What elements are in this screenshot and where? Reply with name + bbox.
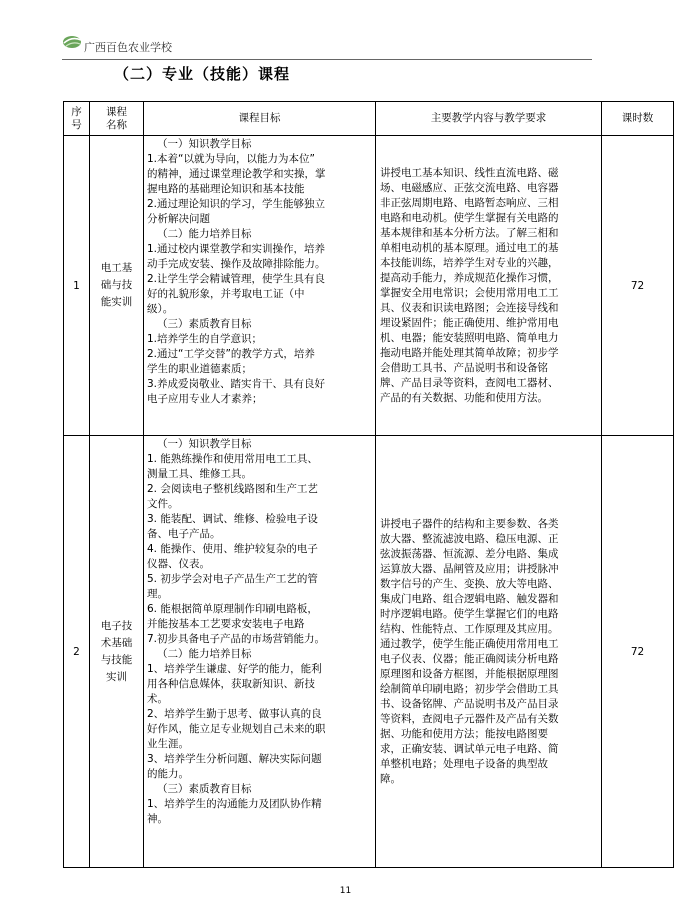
goal-line: 术。 <box>147 693 168 705</box>
content-line: 非正弦周期电路、电路暂态响应、三相 <box>380 196 559 209</box>
content-line: 求，正确安装、调试单元电子电路、简 <box>380 742 559 755</box>
goal-line: 电子应用专业人才素养； <box>147 393 263 405</box>
goal-line: 仪器、仪表。 <box>147 558 210 570</box>
content-line: 基本规律和基本分析方法。了解三相和 <box>380 226 559 239</box>
col-header-index: 序 号 <box>64 102 90 136</box>
content-line: 绘制简单印刷电路；初步学会借助工具 <box>380 682 559 695</box>
goal-line: 好的礼貌形象，并考取电工证（中 <box>147 288 305 300</box>
content-line: 拖动电路并能处理其简单故障；初步学 <box>380 346 559 359</box>
content-line: 时序逻辑电路。使学生掌握它们的电路 <box>380 607 559 620</box>
row-index: 1 <box>64 136 90 436</box>
goal-line: 业生涯。 <box>147 738 189 750</box>
col-header-goals: 课程目标 <box>144 102 376 136</box>
goal-line: 1.培养学生的自学意识； <box>147 333 263 345</box>
content-line: 电路和电动机。使学生掌握有关电路的 <box>380 211 559 224</box>
page-number: 11 <box>339 886 352 896</box>
content-line: 场、电磁感应、正弦交流电路、电容器 <box>380 181 559 194</box>
goal-line: 备、电子产品。 <box>147 528 221 540</box>
content-line: 单整机电路；处理电子设备的典型故 <box>380 757 548 770</box>
content-line: 牌、产品目录等资料，查阅电工器材、 <box>380 376 559 389</box>
course-name-line: 术基础 <box>100 636 133 649</box>
goal-line: 好作风，能立足专业规划自己未来的职 <box>147 723 326 735</box>
teaching-content <box>376 136 602 436</box>
goal-line: 2、培养学生勤于思考、做事认真的良 <box>147 708 322 720</box>
content-line: 据、功能和使用方法；能按电路图要 <box>380 727 548 740</box>
goal-line: 5. 初步学会对电子产品生产工艺的管 <box>147 573 318 585</box>
content-line: 埋设紧固件；能正确使用、维护常用电 <box>380 316 559 329</box>
goal-line: 分析解决问题 <box>147 213 210 225</box>
goal-line: 神。 <box>147 813 168 825</box>
content-line: 单相电动机的基本原理。通过电工的基 <box>380 241 559 254</box>
course-hours: 72 <box>602 136 674 436</box>
teaching-content <box>376 436 602 868</box>
page-header <box>62 33 622 61</box>
course-name <box>90 436 144 868</box>
goal-line: 2.通过理论知识的学习，学生能够独立 <box>147 198 326 210</box>
content-line: 结构、性能特点、工作原理及其应用。 <box>380 622 559 635</box>
goal-line: 测量工具、维修工具。 <box>147 468 252 480</box>
content-line: 障。 <box>380 772 401 785</box>
goal-line: 的精神，通过课堂理论教学和实操，掌 <box>147 168 326 180</box>
goal-heading: （二）能力培养目标 <box>157 228 252 240</box>
goal-line: 学生的职业道德素质； <box>147 363 252 375</box>
content-line: 集成门电路、组合逻辑电路、触发器和 <box>380 592 559 605</box>
goal-line: 2. 会阅读电子整机线路图和生产工艺 <box>147 483 318 495</box>
content-line: 掌握安全用电常识；会使用常用电工工 <box>380 286 559 299</box>
goal-line: 2.通过“工学交替”的教学方式，培养 <box>147 348 315 360</box>
goal-line: 1、培养学生谦虚、好学的能力，能利 <box>147 663 322 675</box>
row-index: 2 <box>64 436 90 868</box>
content-line: 书、设备铭牌、产品说明书及产品目录 <box>380 697 559 710</box>
course-table <box>63 101 674 868</box>
course-name-line: 电工基 <box>100 262 133 274</box>
col-header-content: 主要教学内容与教学要求 <box>376 102 602 136</box>
content-line: 讲授电子器件的结构和主要参数、各类 <box>380 517 559 530</box>
goal-line: 1.通过校内课堂教学和实训操作，培养 <box>147 243 326 255</box>
goal-line: 并能按基本工艺要求安装电子电路 <box>147 618 305 630</box>
course-goals <box>144 136 376 436</box>
goal-line: 1、培养学生的沟通能力及团队协作精 <box>147 798 322 810</box>
table-row <box>64 436 674 868</box>
content-line: 等资料，查阅电子元器件及产品有关数 <box>380 712 559 725</box>
course-name-line: 础与技 <box>100 279 133 291</box>
goal-line: 1.本着“以就为导向，以能力为本位” <box>147 153 315 165</box>
content-line: 弦波振荡器、恒流源、差分电路、集成 <box>380 547 559 560</box>
goal-line: 的能力。 <box>147 768 189 780</box>
content-line: 具、仪表和识读电路图；会连接导线和 <box>380 301 559 314</box>
goal-line: 3、培养学生分析问题、解决实际问题 <box>147 753 322 765</box>
col-header-name: 课程 名称 <box>90 102 144 136</box>
goal-heading: （三）素质教育目标 <box>157 318 252 330</box>
course-name-line: 电子技 <box>100 619 133 632</box>
goal-heading: （二）能力培养目标 <box>157 648 252 660</box>
content-line: 通过教学，使学生能正确使用常用电工 <box>380 637 559 650</box>
header-divider <box>62 59 592 60</box>
goal-line: 3. 能装配、调试、维修、检验电子设 <box>147 513 318 525</box>
content-line: 运算放大器、晶闸管及应用；讲授脉冲 <box>380 562 559 575</box>
goal-line: 3.养成爱岗敬业、踏实肯干、具有良好 <box>147 378 326 390</box>
content-line: 提高动手能力，养成规范化操作习惯， <box>380 271 559 284</box>
goal-line: 理。 <box>147 588 168 600</box>
goal-line: 1. 能熟练操作和使用常用电工工具、 <box>147 453 318 465</box>
goal-line: 2.让学生学会精诚管理，使学生具有良 <box>147 273 326 285</box>
content-line: 本技能训练，培养学生对专业的兴趣， <box>380 256 559 269</box>
school-name: 广西百色农业学校 <box>84 41 172 54</box>
goal-line: 7.初步具备电子产品的市场营销能力。 <box>147 633 326 645</box>
goal-heading: （三）素质教育目标 <box>157 783 252 795</box>
table-row <box>64 136 674 436</box>
content-line: 产品的有关数据、功能和使用方法。 <box>380 391 548 404</box>
course-name-line: 能实训 <box>100 296 133 308</box>
content-line: 机、电器；能安装照明电路、简单电力 <box>380 331 559 344</box>
course-hours: 72 <box>602 436 674 868</box>
goal-line: 级）。 <box>147 303 174 315</box>
goal-line: 4. 能操作、使用、维护较复杂的电子 <box>147 543 318 555</box>
leaf-logo-icon <box>62 33 84 51</box>
course-goals <box>144 436 376 868</box>
course-name-line: 实训 <box>106 670 127 683</box>
goal-heading: （一）知识教学目标 <box>157 138 252 150</box>
course-name <box>90 136 144 436</box>
content-line: 电子仪表、仪器；能正确阅读分析电路 <box>380 652 559 665</box>
course-name-line: 与技能 <box>100 653 133 666</box>
content-line: 放大器、整流滤波电路、稳压电源、正 <box>380 532 559 545</box>
goal-line: 6. 能根据简单原理制作印刷电路板， <box>147 603 318 615</box>
goal-line: 握电路的基础理论知识和基本技能 <box>147 183 305 195</box>
content-line: 原理图和设备方框图，并能根据原理图 <box>380 667 559 680</box>
content-line: 讲授电工基本知识、线性直流电路、磁 <box>380 166 559 179</box>
content-line: 数字信号的产生、变换、放大等电路、 <box>380 577 559 590</box>
table-header-row <box>64 102 674 136</box>
content-line: 会借助工具书、产品说明书和设备铭 <box>380 361 548 374</box>
goal-heading: （一）知识教学目标 <box>157 438 252 450</box>
section-title: （二）专业（技能）课程 <box>114 65 291 83</box>
goal-line: 文件。 <box>147 498 179 510</box>
goal-line: 动手完成安装、操作及故障排除能力。 <box>147 258 326 270</box>
goal-line: 用各种信息媒体，获取新知识、新技 <box>147 678 315 690</box>
col-header-hours: 课时数 <box>602 102 674 136</box>
